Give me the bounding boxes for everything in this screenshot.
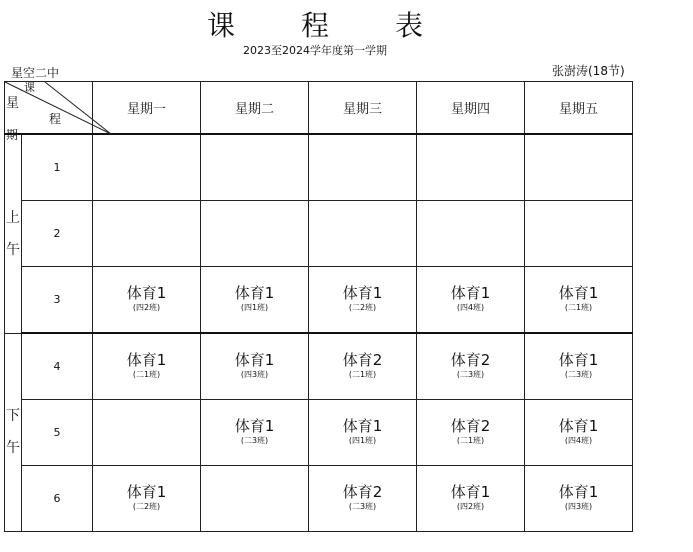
- schedule-cell: 体育1 (二2班): [93, 466, 201, 532]
- period-number: 1: [22, 134, 93, 201]
- school-name: 星空二中: [11, 66, 60, 80]
- schedule-cell: [201, 466, 309, 532]
- corner-cell: [5, 81, 93, 142]
- schedule-cell: 体育2 (二3班): [309, 466, 417, 532]
- corner-label-xing: 星: [6, 96, 20, 111]
- schedule-cell: 体育1 (四1班): [201, 267, 309, 334]
- schedule-cell: [201, 134, 309, 201]
- schedule-cell: 体育1 (二1班): [93, 333, 201, 400]
- schedule-cell: 体育1 (二2班): [309, 267, 417, 334]
- day-header-wed: 星期三: [309, 82, 417, 135]
- schedule-cell: [201, 201, 309, 267]
- schedule-cell: [93, 400, 201, 466]
- table-row: [5, 333, 633, 400]
- schedule-cell: 体育1 (四1班): [309, 400, 417, 466]
- corner-label-ke: 课: [24, 81, 35, 94]
- teacher-name: 张澍涛(18节): [552, 64, 625, 78]
- afternoon-label: 下 午: [5, 333, 22, 532]
- schedule-cell: [417, 201, 525, 267]
- table-row: [5, 267, 633, 334]
- table-row: [5, 466, 633, 532]
- schedule-cell: 体育2 (二1班): [417, 400, 525, 466]
- morning-label: 上 午: [5, 134, 22, 333]
- schedule-cell: [525, 201, 633, 267]
- corner-label-qi: 期: [6, 128, 19, 142]
- table-row: [5, 400, 633, 466]
- day-header-tue: 星期二: [201, 82, 309, 135]
- day-header-fri: 星期五: [525, 82, 633, 135]
- corner-label-cheng: 程: [49, 112, 62, 126]
- schedule-cell: 体育2 (二3班): [417, 333, 525, 400]
- schedule-cell: 体育1 (四2班): [417, 466, 525, 532]
- day-header-thu: 星期四: [417, 82, 525, 135]
- schedule-cell: 体育1 (二1班): [525, 267, 633, 334]
- schedule-cell: [309, 134, 417, 201]
- page-title: 课程表: [206, 9, 489, 42]
- schedule-cell: 体育1 (二3班): [525, 333, 633, 400]
- schedule-cell: 体育1 (四3班): [525, 466, 633, 532]
- period-number: 6: [22, 466, 93, 532]
- period-number: 4: [22, 333, 93, 400]
- day-header-mon: 星期一: [93, 82, 201, 135]
- period-number: 2: [22, 201, 93, 267]
- schedule-cell: 体育1 (四4班): [417, 267, 525, 334]
- schedule-cell: 体育1 (四2班): [93, 267, 201, 334]
- schedule-cell: [93, 201, 201, 267]
- term-subtitle: 2023至2024学年度第一学期: [243, 44, 387, 57]
- schedule-cell: 体育2 (二1班): [309, 333, 417, 400]
- timetable: [4, 81, 633, 532]
- schedule-cell: [309, 201, 417, 267]
- schedule-cell: 体育1 (四4班): [525, 400, 633, 466]
- period-number: 3: [22, 267, 93, 334]
- table-row: [5, 134, 633, 201]
- table-row: [5, 201, 633, 267]
- schedule-cell: [525, 134, 633, 201]
- schedule-cell: [417, 134, 525, 201]
- schedule-cell: [93, 134, 201, 201]
- header-row: [5, 82, 633, 135]
- schedule-cell: 体育1 (二3班): [201, 400, 309, 466]
- schedule-cell: 体育1 (四3班): [201, 333, 309, 400]
- period-number: 5: [22, 400, 93, 466]
